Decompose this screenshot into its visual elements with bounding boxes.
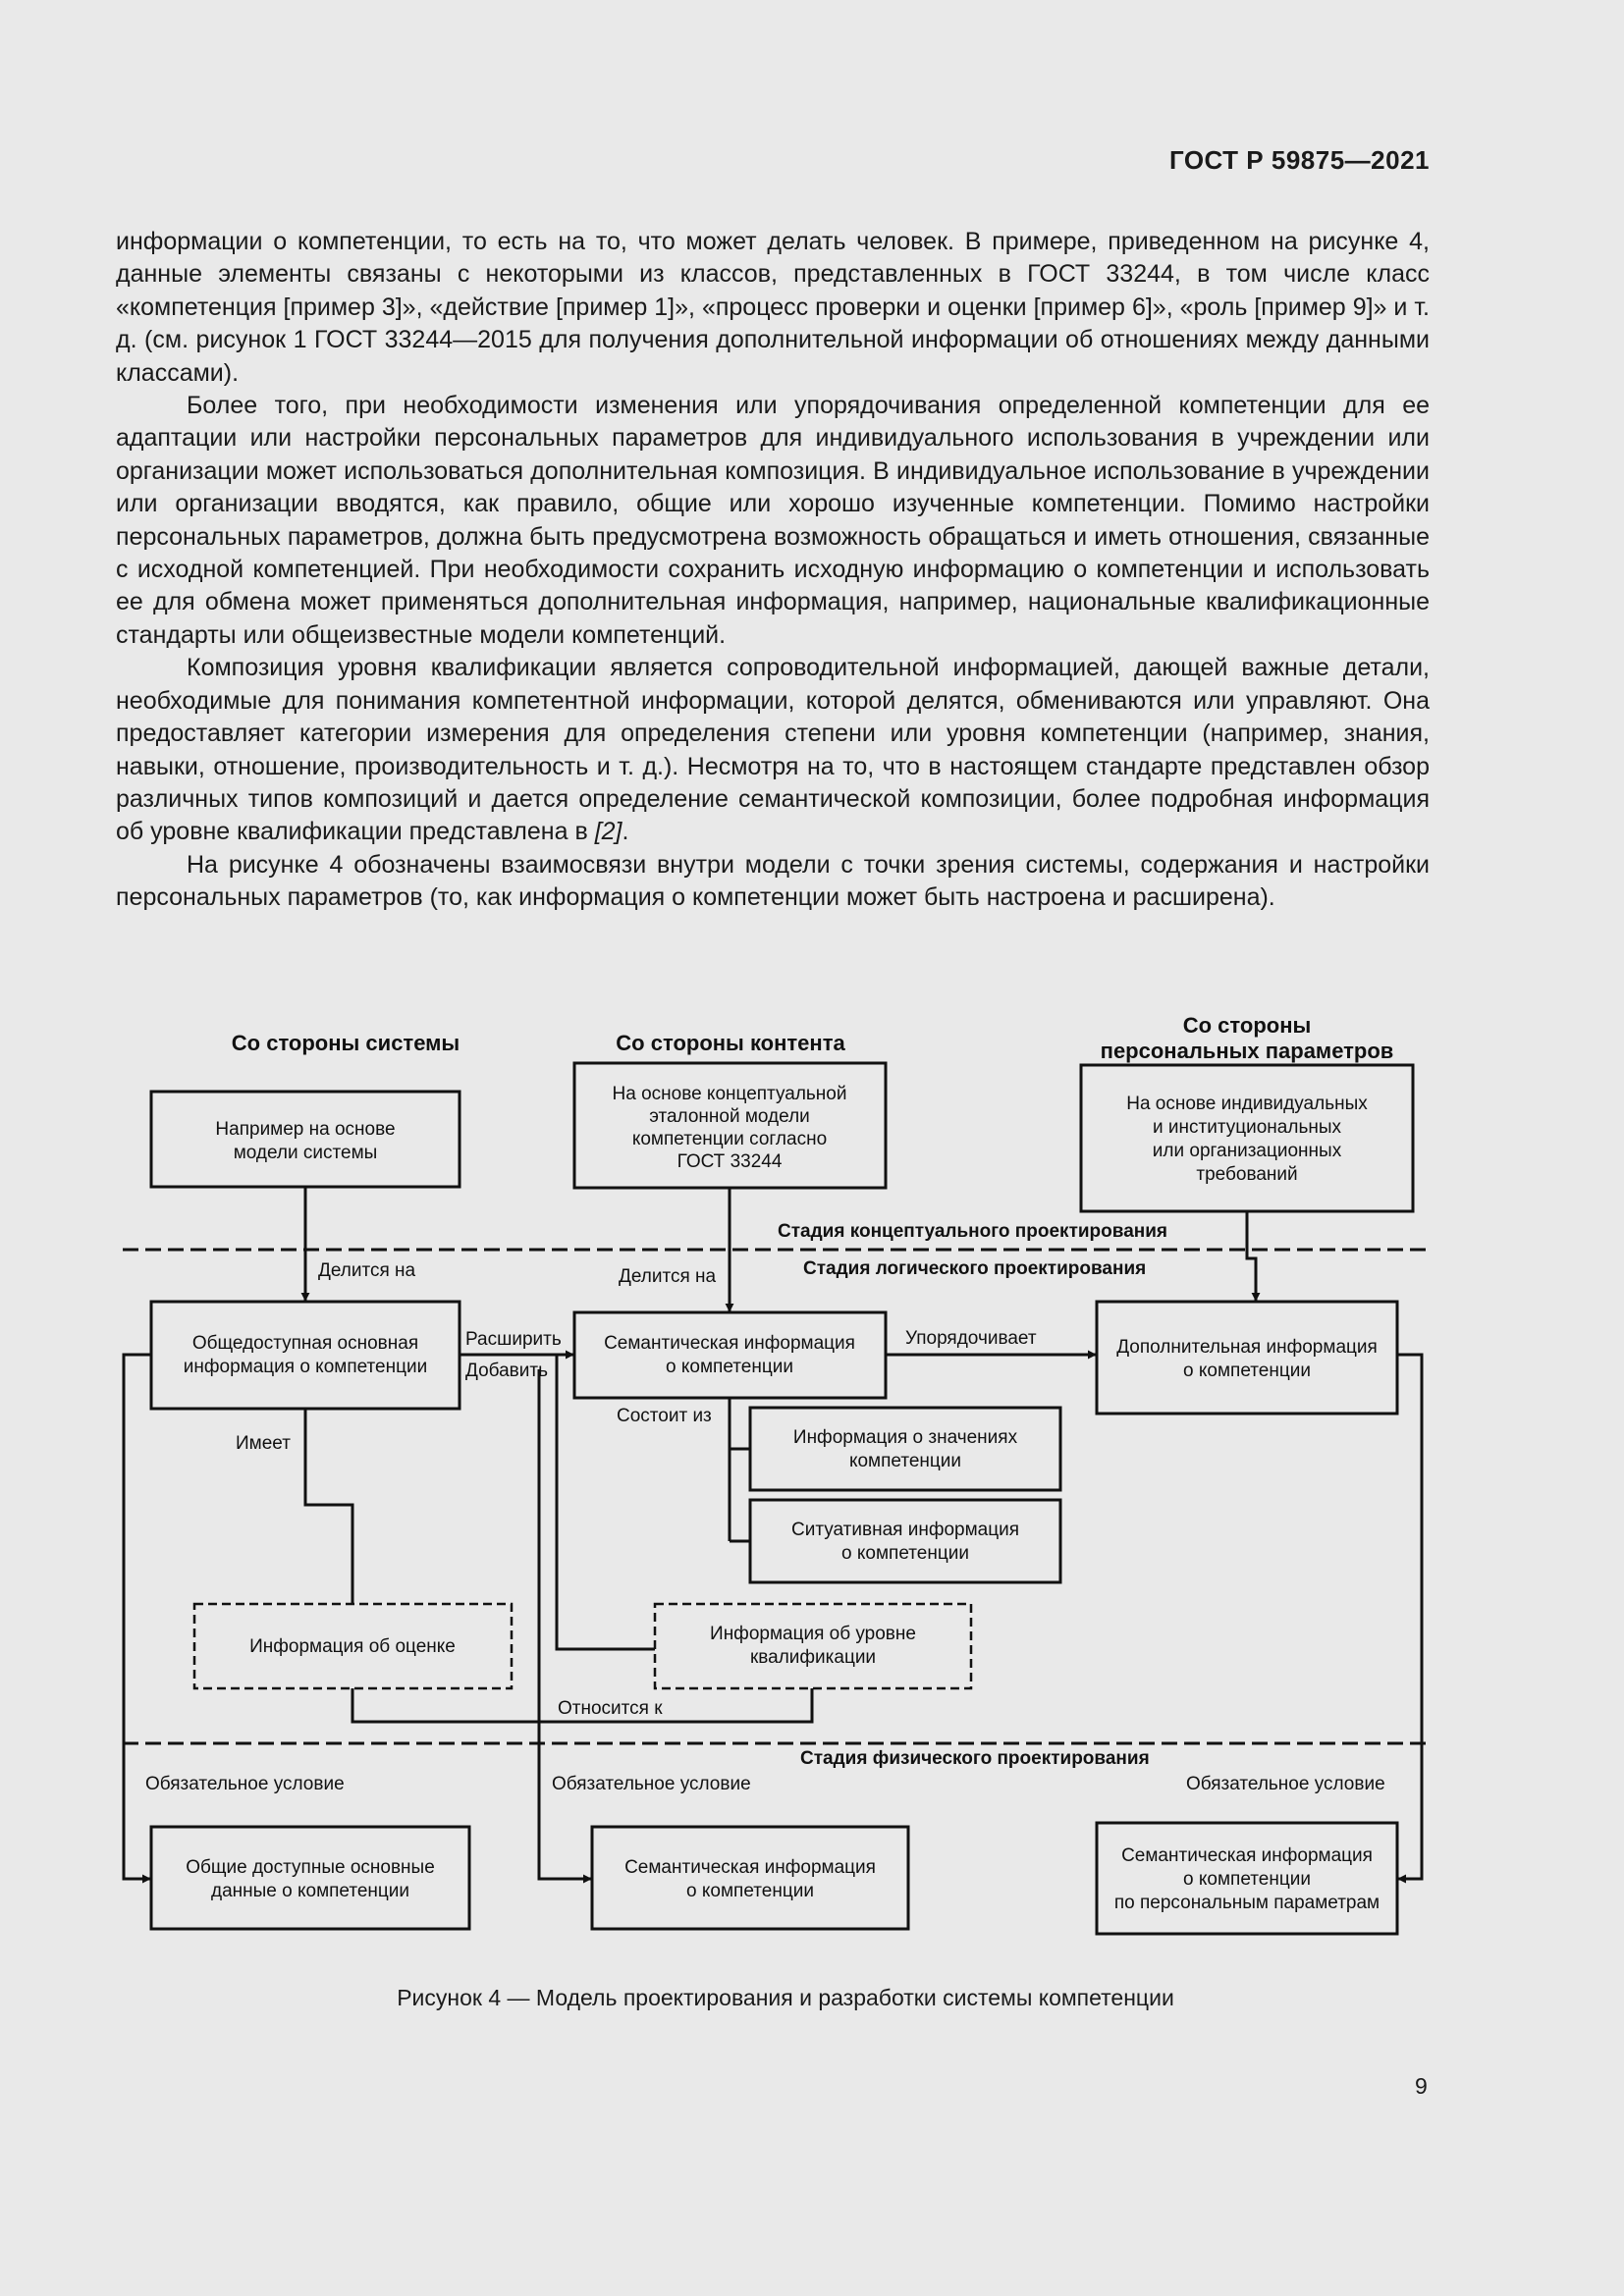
box-additional-info: [1097, 1302, 1397, 1414]
box-reference-model-line-4: ГОСТ 33244: [677, 1151, 783, 1172]
connector-individual-to-additional: [1247, 1211, 1256, 1301]
stage-label-physical: Стадия физического проектирования: [800, 1748, 1150, 1769]
stage-label-logical: Стадия логического проектирования: [803, 1258, 1147, 1279]
box-semantic-info: [574, 1312, 886, 1398]
box-semantic-info-line-1: Семантическая информация: [604, 1333, 855, 1354]
reference-link: [2]: [594, 818, 623, 846]
box-qualification-info-line-2: квалификации: [749, 1647, 877, 1668]
box-additional-info-line-2: о компетенции: [1183, 1361, 1311, 1381]
box-situational-info-line-2: о компетенции: [841, 1543, 969, 1564]
box-additional-info-line-1: Дополнительная информация: [1116, 1337, 1378, 1358]
box-individual-line-3: или организационных: [1152, 1141, 1342, 1161]
box-qualification-info-line-1: Информация об уровне: [710, 1624, 916, 1644]
box-reference-model-line-3: компетенции согласно: [631, 1129, 828, 1149]
label-add: Добавить: [465, 1361, 548, 1381]
box-semantic-physical-line-2: о компетенции: [686, 1881, 814, 1901]
paragraph-2: Более того, при необходимости изменения или упорядочивания определенной компетенции для ее адаптации или настройки персональных параметров для индивидуального использования в учреждении или организации может использоваться дополнительная композиция. В индивидуальное использование в учреждении или организации вводятся, как правило, общие или хорошо изученные компетенции. Помимо настройки персональных параметров, должна быть предусмотрена возможность обращаться и иметь отношения, связанные с исходной компетенцией. При необходимости сохранить исходную информацию о компетенции и использовать ее для обмена может применяться дополнительная информация, например, национальные квалификационные стандарты или общеизвестные модели компетенций.: [116, 392, 1430, 649]
box-value-info-line-1: Информация о значениях: [792, 1427, 1018, 1448]
paragraph-4: На рисунке 4 обозначены взаимосвязи внутри модели с точки зрения системы, содержания и настройки персональных параметров (то, как информация о компетенции может быть настроена и расширена).: [116, 850, 1430, 912]
label-mandatory-middle: Обязательное условие: [552, 1774, 751, 1794]
label-shares-into-left: Делится на: [318, 1260, 416, 1281]
connector-has-assessment: [305, 1409, 352, 1604]
box-semantic-info-line-2: о компетенции: [666, 1357, 793, 1377]
paragraph-3-end: .: [622, 818, 629, 846]
box-situational-info: [750, 1500, 1060, 1582]
box-reference-model-line-2: эталонной модели: [649, 1106, 810, 1127]
column-header-system: Со стороны системы: [231, 1031, 460, 1055]
label-consists-of: Состоит из: [617, 1406, 712, 1426]
box-situational-info-line-1: Ситуативная информация: [790, 1520, 1020, 1540]
label-mandatory-right: Обязательное условие: [1186, 1774, 1385, 1794]
box-individual-line-4: требований: [1196, 1164, 1298, 1185]
figure-caption: Рисунок 4 — Модель проектирования и разработки системы компетенции: [397, 1985, 1174, 2010]
box-public-data-line-2: данные о компетенции: [210, 1881, 410, 1901]
box-public-info-line-1: Общедоступная основная: [191, 1333, 419, 1354]
paragraph-3-text: Композиция уровня квалификации является сопроводительной информацией, дающей важные детали, необходимые для понимания компетентной информации, которой делятся, обмениваются или управляют. Она предоставляет категории измерения для определения степени или уровня компетенции (например, знания, навыки, отношение, производительность и т. д.). Несмотря на то, что в настоящем стандарте представлен обзор различных типов композиций и дается определение семантической композиции, более подробная информация об уровне квалификации представлена в: [116, 654, 1430, 846]
box-qualification-info: [655, 1604, 971, 1688]
box-semantic-physical: [592, 1827, 908, 1929]
box-reference-model-line-1: На основе концептуальной: [612, 1084, 847, 1104]
paragraph-1: информации о компетенции, то есть на то, что может делать человек. В примере, приведенном на рисунке 4, данные элементы связаны с некоторыми из классов, представленных в ГОСТ 33244, в том числе класс «компетенция [пример 3]», «действие [пример 1]», «процесс проверки и оценки [пример 6]», «роль [пример 9]» и т. д. (см. рисунок 1 ГОСТ 33244—2015 для получения дополнительной информации об отношениях между данными классами).: [116, 228, 1430, 387]
label-orders: Упорядочивает: [905, 1328, 1037, 1349]
box-public-data: [151, 1827, 469, 1929]
box-individual-line-1: На основе индивидуальных: [1126, 1094, 1368, 1114]
box-value-info-line-2: компетенции: [848, 1451, 962, 1471]
box-public-data-line-1: Общие доступные основные: [186, 1857, 435, 1878]
label-has: Имеет: [236, 1433, 291, 1454]
page-number: 9: [1415, 2073, 1428, 2099]
box-individual-requirements: [1081, 1065, 1413, 1211]
box-semantic-personal-line-3: по персональным параметрам: [1113, 1893, 1380, 1913]
box-assessment-info-text: Информация об оценке: [249, 1636, 456, 1657]
box-public-info-line-2: информация о компетенции: [183, 1357, 428, 1377]
box-system-model-line-2: модели системы: [233, 1143, 378, 1163]
column-header-personal-line-1: Со стороны: [1182, 1013, 1312, 1038]
label-relates-to: Относится к: [558, 1698, 663, 1719]
stage-label-conceptual: Стадия концептуального проектирования: [778, 1221, 1168, 1242]
box-semantic-personal-line-2: о компетенции: [1183, 1869, 1311, 1890]
label-mandatory-left: Обязательное условие: [145, 1774, 345, 1794]
box-semantic-physical-line-1: Семантическая информация: [624, 1857, 876, 1878]
connector-mandatory-left: [124, 1355, 151, 1879]
label-shares-into-right: Делится на: [619, 1266, 717, 1287]
box-system-model-line-1: Например на основе: [215, 1119, 396, 1140]
box-individual-line-2: и институциональных: [1153, 1117, 1341, 1138]
box-public-info: [151, 1302, 460, 1409]
column-header-content: Со стороны контента: [616, 1031, 845, 1055]
box-semantic-personal-line-1: Семантическая информация: [1121, 1845, 1373, 1866]
connector-mandatory-middle: [539, 1369, 591, 1879]
box-value-info: [750, 1408, 1060, 1490]
label-extend: Расширить: [465, 1329, 562, 1350]
document-id-header: ГОСТ Р 59875—2021: [1168, 145, 1430, 175]
column-header-personal-line-2: персональных параметров: [1100, 1039, 1394, 1063]
connector-mandatory-right: [1397, 1355, 1422, 1879]
